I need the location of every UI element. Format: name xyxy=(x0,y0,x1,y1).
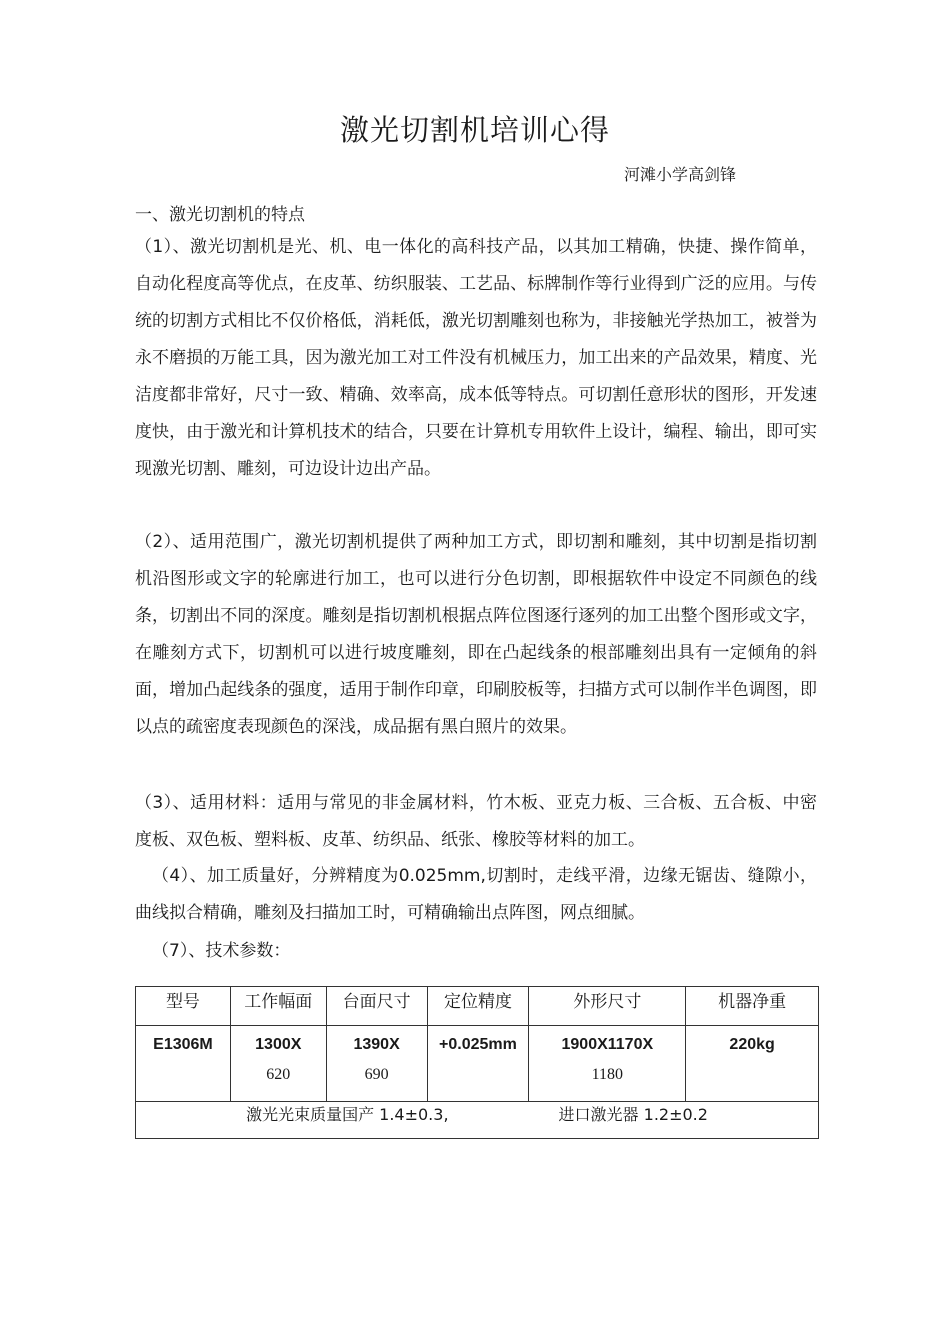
table-row xyxy=(136,1026,819,1102)
table-footer-row xyxy=(136,1102,819,1139)
table-header-cell: 外形尺寸 xyxy=(529,987,686,1026)
model-value: E1306M xyxy=(153,1036,213,1053)
section-heading: 一、激光切割机的特点 xyxy=(135,205,305,225)
table-size-cell xyxy=(326,1026,427,1102)
table-header-row xyxy=(136,987,819,1026)
paragraph-1: （1）、激光切割机是光、机、电一体化的高科技产品，以其加工精确，快捷、操作简单，自动化程度高等优点，在皮革、纺织服装、工艺品、标牌制作等行业得到广泛的应用。与传统的切割方式相比不仅价格低，消耗低，激光切割雕刻也称为，非接触光学热加工，被誉为永不磨损的万能工具，因为激光加工对工件没有机械压力，加工出来的产品效果，精度、光洁度都非常好，尺寸一致、精确、效率高，成本低等特点。可切割任意形状的图形，开发速度快，由于激光和计算机技术的结合，只要在计算机专用软件上设计，编程、输出，即可实现激光切割、雕刻，可边设计边出产品。 xyxy=(135,237,817,479)
work-area-cell xyxy=(230,1026,326,1102)
table-header-cell: 台面尺寸 xyxy=(326,987,427,1026)
work-area-line1: 1300X xyxy=(255,1036,302,1053)
precision-value: +0.025mm xyxy=(439,1036,517,1053)
paragraph-7: （7）、技术参数： xyxy=(152,941,291,961)
weight-value: 220kg xyxy=(729,1036,775,1053)
document-title: 激光切割机培训心得 xyxy=(339,113,610,147)
table-size-line2: 690 xyxy=(364,1066,389,1083)
beam-quality-cell xyxy=(136,1102,819,1139)
work-area-line2: 620 xyxy=(266,1066,291,1083)
model-cell xyxy=(136,1026,231,1102)
dimensions-cell xyxy=(529,1026,686,1102)
spec-table xyxy=(135,986,819,1139)
table-header-cell: 定位精度 xyxy=(427,987,529,1026)
paragraph-4: （4）、加工质量好，分辨精度为0.025mm,切割时，走线平滑，边缘无锯齿、缝隙小，曲线拟合精确，雕刻及扫描加工时，可精确输出点阵图，网点细腻。 xyxy=(135,866,817,923)
author-name: 河滩小学高剑锋 xyxy=(624,165,737,184)
paragraph-3: （3）、适用材料：适用与常见的非金属材料，竹木板、亚克力板、三合板、五合板、中密度板、双色板、塑料板、皮革、纺织品、纸张、橡胶等材料的加工。 xyxy=(135,793,817,850)
dimensions-line1: 1900X1170X xyxy=(561,1036,654,1053)
weight-cell xyxy=(686,1026,819,1102)
precision-cell xyxy=(427,1026,529,1102)
table-header-cell: 工作幅面 xyxy=(230,987,326,1026)
dimensions-line2: 1180 xyxy=(591,1066,624,1083)
beam-quality-imported: 进口激光器 1.2±0.2 xyxy=(558,1105,708,1124)
table-header-cell: 机器净重 xyxy=(686,987,819,1026)
beam-quality-domestic: 激光光束质量国产 1.4±0.3, xyxy=(246,1105,449,1124)
table-header-cell: 型号 xyxy=(136,987,231,1026)
paragraph-2: （2）、适用范围广，激光切割机提供了两种加工方式，即切割和雕刻，其中切割是指切割机沿图形或文字的轮廓进行加工，也可以进行分色切割，即根据软件中设定不同颜色的线条，切割出不同的深度。雕刻是指切割机根据点阵位图逐行逐列的加工出整个图形或文字，在雕刻方式下，切割机可以进行坡度雕刻，即在凸起线条的根部雕刻出具有一定倾角的斜面，增加凸起线条的强度，适用于制作印章，印刷胶板等，扫描方式可以制作半色调图，即以点的疏密度表现颜色的深浅，成品据有黑白照片的效果。 xyxy=(135,532,817,737)
table-size-line1: 1390X xyxy=(353,1036,400,1053)
